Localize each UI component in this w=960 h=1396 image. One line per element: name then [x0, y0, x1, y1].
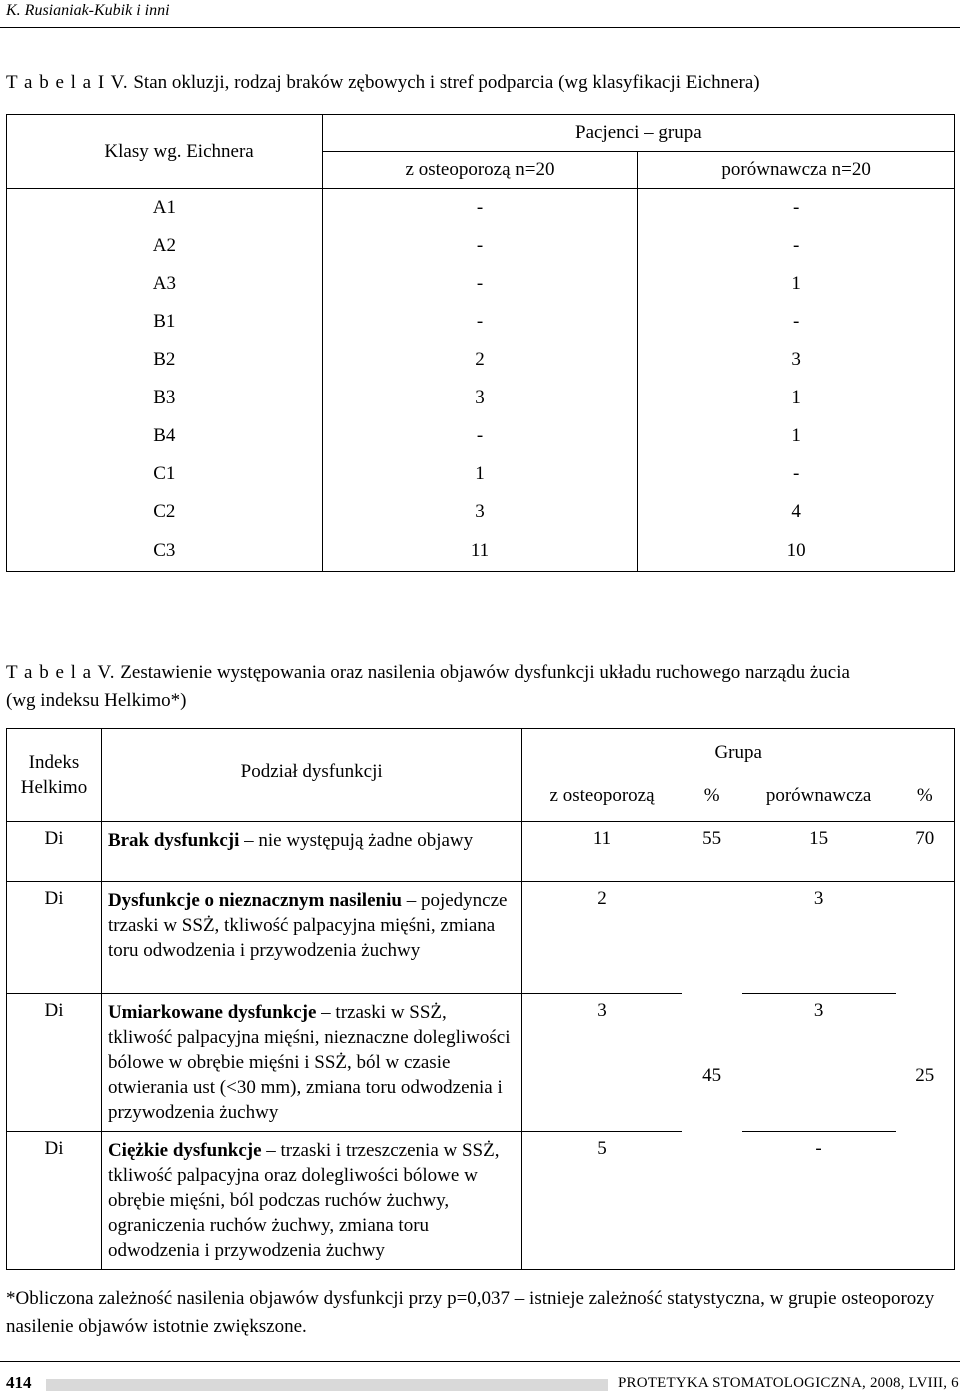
- table-cell-class: A3: [7, 265, 323, 303]
- table-cell-comp: -: [742, 1132, 896, 1270]
- journal-citation: PROTETYKA STOMATOLOGICZNA, 2008, LVIII, 6: [618, 1375, 959, 1391]
- table-cell-index: Di: [7, 994, 102, 1132]
- header-comparative: porównawcza: [765, 785, 872, 807]
- table5-footnote: *Obliczona zależność nasilenia objawów dysfunkcji przy p=0,037 – istnieje zależność statystyczna, w grupie osteoporozy nasilenie objawów istotnie zwiększone.: [6, 1288, 935, 1337]
- header-osteoporosis: z osteoporozą n=20: [322, 152, 638, 189]
- table5-label: T a b e l a V.: [6, 662, 116, 683]
- table-cell-osteo: 11: [322, 531, 638, 572]
- table-cell-comp: -: [638, 227, 955, 265]
- table-cell-comp: 1: [638, 417, 955, 455]
- table-cell-osteo: 2: [322, 341, 638, 379]
- table-cell-index: Di: [7, 1132, 102, 1270]
- table-cell-osteo: 5: [522, 1132, 682, 1270]
- header-helkimo-index: Indeks Helkimo: [7, 729, 102, 822]
- table-cell-comp: -: [638, 455, 955, 493]
- footer-gray-bar: [46, 1379, 608, 1391]
- table-cell-class: B1: [7, 303, 323, 341]
- table5-caption-line2: (wg indeksu Helkimo*): [6, 690, 187, 711]
- table-cell-comp: 15: [742, 822, 896, 882]
- table-cell-osteo: 3: [322, 493, 638, 531]
- table-cell-percent-comp: 25: [896, 882, 955, 1270]
- table-cell-class: C1: [7, 455, 323, 493]
- table-cell-osteo: 11: [522, 822, 682, 882]
- header-dysfunction-division: Podział dysfunkcji: [101, 729, 521, 822]
- table-cell-class: C2: [7, 493, 323, 531]
- table-cell-class: A2: [7, 227, 323, 265]
- table-cell-comp: 1: [638, 379, 955, 417]
- table-eichner: [6, 114, 955, 572]
- table-cell-comp: 1: [638, 265, 955, 303]
- table-cell-osteo: -: [322, 189, 638, 228]
- table-cell-osteo: 3: [322, 379, 638, 417]
- table-cell-comp: 3: [742, 882, 896, 994]
- table-cell-description: Ciężkie dysfunkcje – trzaski i trzeszczenia w SSŻ, tkliwość palpacyjna oraz dolegliwości bólowe w obrębie mięśni, ból podczas ruchów żuchwy, ograniczenia ruchów żuchwy, zmiana toru odwodzenia i przywodzenia żuchwy: [101, 1132, 521, 1270]
- header-eichner-class: Klasy wg. Eichnera: [7, 115, 323, 189]
- table-cell-osteo: 1: [322, 455, 638, 493]
- table-cell-description: Dysfunkcje o nieznacznym nasileniu – pojedyncze trzaski w SSŻ, tkliwość palpacyjna mięśni, zmiana toru odwodzenia i przywodzenia żuchwy: [101, 882, 521, 994]
- table-cell-class: C3: [7, 531, 323, 572]
- footer-divider: [0, 1361, 960, 1362]
- running-header-authors: K. Rusianiak-Kubik i inni: [6, 2, 170, 19]
- table-cell-description: Brak dysfunkcji – nie występują żadne objawy: [101, 822, 521, 882]
- table4-caption: [6, 69, 760, 97]
- table-cell-osteo: -: [322, 303, 638, 341]
- header-percent-osteo: %: [703, 785, 720, 807]
- header-group: Grupa: [522, 729, 955, 772]
- header-comparative: porównawcza n=20: [638, 152, 955, 189]
- table-cell-comp: 3: [742, 994, 896, 1132]
- table-cell-percent-comp: 70: [896, 822, 955, 882]
- table4-label: T a b e l a I V.: [6, 72, 129, 93]
- header-divider: [0, 27, 960, 28]
- table-cell-osteo: 2: [522, 882, 682, 994]
- table-cell-comp: 4: [638, 493, 955, 531]
- header-patient-group: Pacjenci – grupa: [322, 115, 954, 152]
- table-cell-osteo: -: [322, 417, 638, 455]
- header-percent-comp: %: [896, 772, 955, 822]
- table5-caption: [6, 659, 954, 715]
- table-cell-index: Di: [7, 882, 102, 994]
- table4-caption-text: Stan okluzji, rodzaj braków zębowych i stref podparcia (wg klasyfikacji Eichnera): [128, 72, 760, 93]
- page-number: 414: [6, 1373, 32, 1392]
- table-cell-description: Umiarkowane dysfunkcje – trzaski w SSŻ, tkliwość palpacyjna mięśni, nieznaczne dolegliwości bólowe w obrębie mięśni i SSŻ, ból w czasie otwierania ust (<30 mm), zmiana toru odwodzenia i przywodzenia żuchwy: [101, 994, 521, 1132]
- table-cell-comp: 10: [638, 531, 955, 572]
- table-cell-class: B4: [7, 417, 323, 455]
- table-cell-class: A1: [7, 189, 323, 228]
- header-osteoporosis: z osteoporozą: [549, 785, 655, 807]
- table-cell-index: Di: [7, 822, 102, 882]
- table-cell-comp: 3: [638, 341, 955, 379]
- table-cell-percent-osteo: 55: [682, 822, 742, 882]
- table5-caption-text: Zestawienie występowania oraz nasilenia objawów dysfunkcji układu ruchowego narządu żucia: [115, 662, 850, 683]
- table-cell-class: B3: [7, 379, 323, 417]
- table-cell-comp: -: [638, 303, 955, 341]
- table-cell-comp: -: [638, 189, 955, 228]
- table-cell-osteo: -: [322, 227, 638, 265]
- table-cell-osteo: 3: [522, 994, 682, 1132]
- table-cell-percent-osteo: 45: [682, 882, 742, 1270]
- table-helkimo: [6, 728, 955, 1270]
- table-cell-osteo: -: [322, 265, 638, 303]
- table-cell-class: B2: [7, 341, 323, 379]
